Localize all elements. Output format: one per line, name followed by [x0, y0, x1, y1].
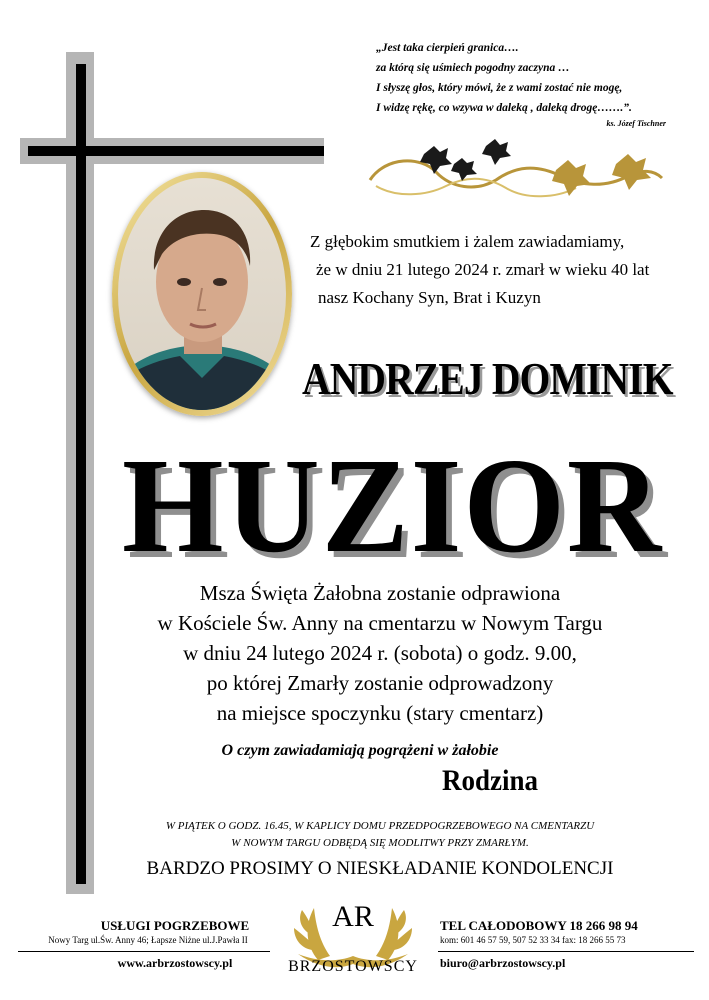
prayer-line: W NOWYM TARGU ODBĘDĄ SIĘ MODLITWY PRZY ZMARŁYM.	[231, 837, 529, 849]
leaf-ornament-icon	[366, 136, 666, 208]
family-signature: Rodzina	[442, 764, 539, 797]
quote-author: ks. Józef Tischner	[606, 119, 666, 128]
deceased-surname: HUZIOR	[122, 431, 664, 581]
quote	[376, 38, 676, 130]
phone-24h: TEL CAŁODOBOWY 18 266 98 94	[440, 918, 638, 933]
portrait-silhouette-icon	[118, 178, 286, 410]
funeral-services-title: USŁUGI POGRZEBOWE	[100, 918, 250, 933]
intro-line: że w dniu 21 lutego 2024 r. zmarł w wieku 40 lat	[316, 260, 650, 279]
mass-line: na miejsce spoczynku (stary cmentarz)	[216, 701, 544, 725]
website-link[interactable]: www.arbrzostowscy.pl	[117, 956, 233, 970]
footer-divider	[438, 951, 694, 952]
quote-line: I słyszę głos, który mówi, że z wami zostać nie mogę,	[376, 82, 623, 94]
quote-line: „Jest taka cierpień granica….	[376, 42, 519, 54]
deceased-first-names: ANDRZEJ DOMINIK	[302, 353, 673, 404]
portrait-photo	[118, 178, 286, 410]
mass-line: po której Zmarły zostanie odprowadzony	[206, 671, 554, 695]
intro-line: nasz Kochany Syn, Brat i Kuzyn	[318, 288, 541, 307]
footer-divider	[18, 951, 270, 952]
mass-line: Msza Święta Żałobna zostanie odprawiona	[199, 581, 561, 605]
mass-line: w dniu 24 lutego 2024 r. (sobota) o godz. 9.00,	[183, 641, 577, 665]
prayer-info	[100, 818, 660, 852]
funeral-services-address: Nowy Targ ul.Św. Anny 46; Łapsze Niżne ul.J.Pawła II	[48, 935, 248, 945]
logo-letters: AR	[332, 900, 374, 933]
email-link[interactable]: biuro@arbrzostowscy.pl	[440, 956, 566, 970]
cross-vertical	[76, 64, 86, 884]
mass-info	[100, 578, 660, 728]
quote-line: I widzę rękę, co wzywa w daleką , daleką drogę…….”.	[376, 102, 632, 114]
mobile-fax-numbers: kom: 601 46 57 59, 507 52 33 34 fax: 18 266 55 73	[440, 935, 626, 945]
prayer-line: W PIĄTEK O GODZ. 16.45, W KAPLICY DOMU PRZEDPOGRZEBOWEGO NA CMENTARZU	[165, 820, 595, 832]
mass-line: w Kościele Św. Anny na cmentarzu w Nowym Targu	[157, 611, 603, 635]
quote-line: za którą się uśmiech pogodny zaczyna …	[376, 62, 570, 74]
intro-text	[302, 228, 682, 312]
intro-line: Z głębokim smutkiem i żalem zawiadamiamy,	[310, 232, 625, 251]
condolence-request: BARDZO PROSIMY O NIESKŁADANIE KONDOLENCJI	[146, 858, 614, 879]
cross-horizontal	[28, 146, 324, 156]
logo-name: BRZOSTOWSCY	[288, 958, 418, 975]
announcement: O czym zawiadamiają pogrążeni w żałobie	[221, 742, 499, 759]
